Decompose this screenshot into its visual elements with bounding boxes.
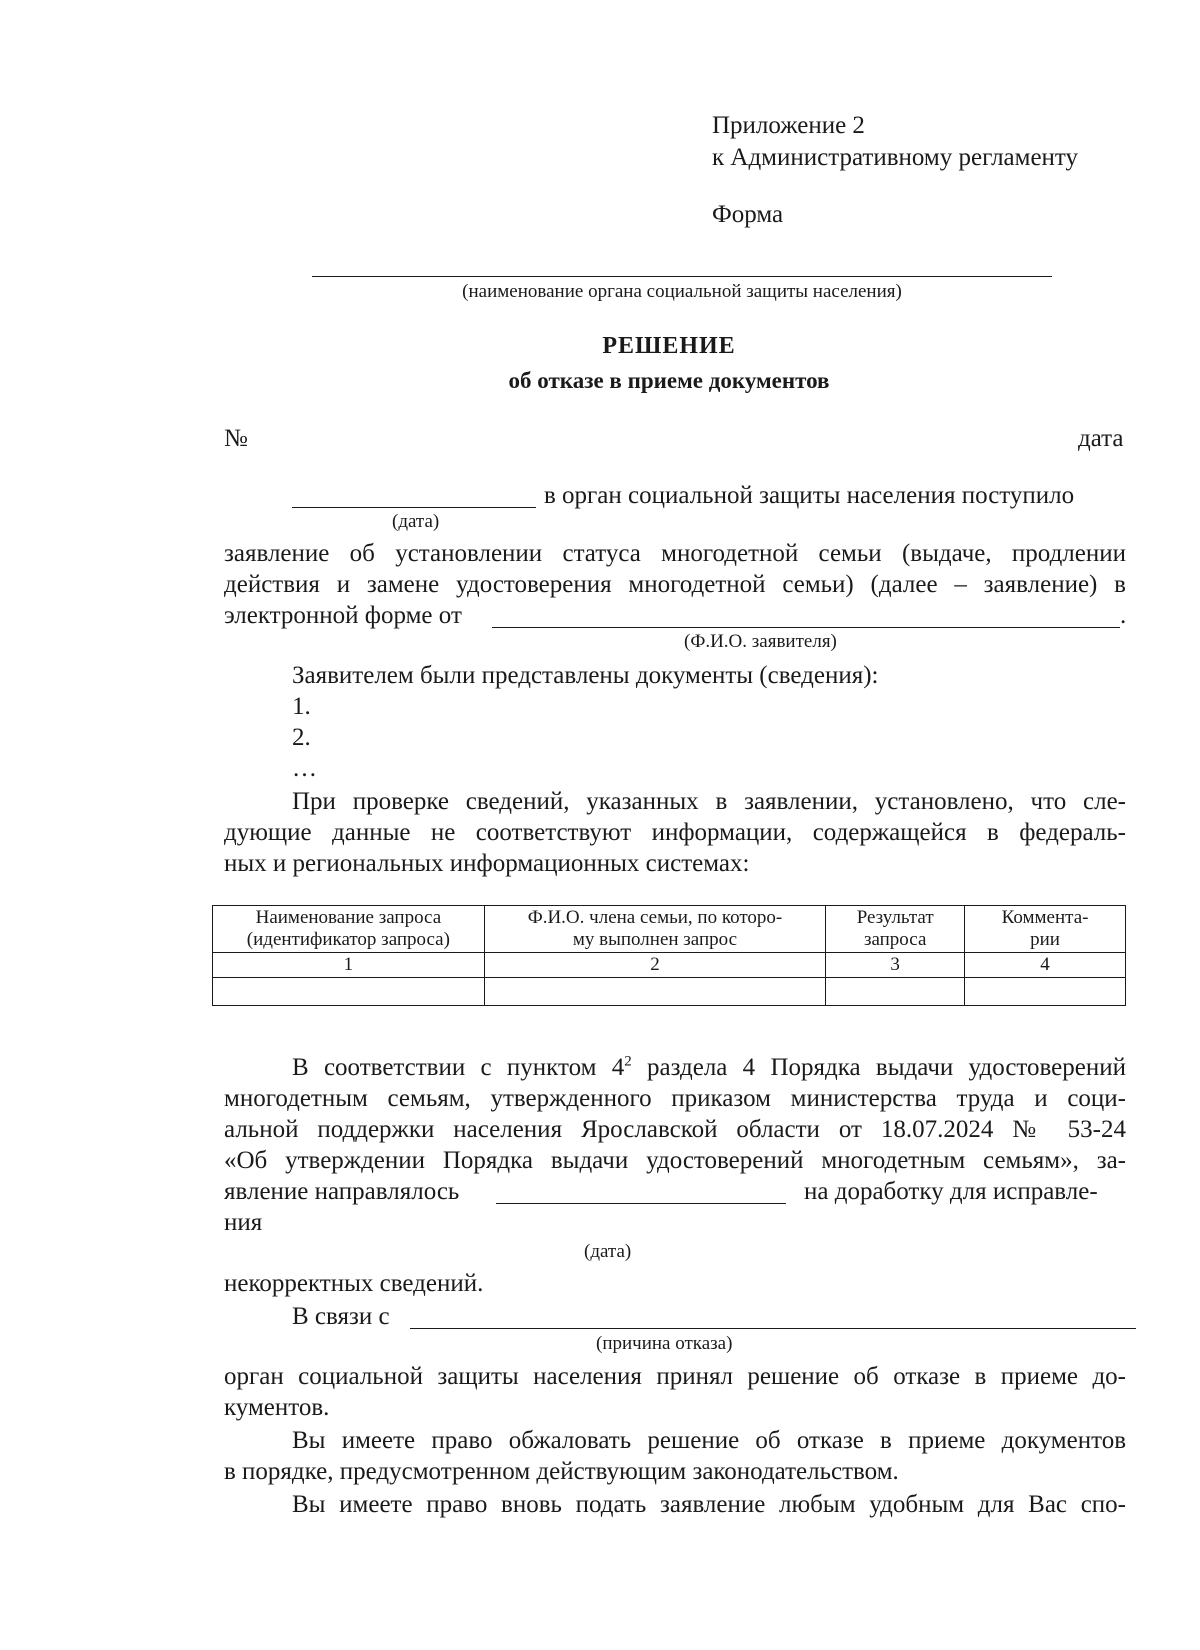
date-label: дата (1078, 425, 1124, 452)
received-line-2: действия и замене удостоверения многодетной семьи) (далее – заявление) в (224, 571, 1126, 598)
table-cell: 2 (484, 953, 826, 978)
table-header-cell: Результат запроса (826, 906, 965, 953)
accordance-line-5-prefix: явление направлялось (224, 1178, 460, 1205)
received-line-1: заявление об установлении статуса многодетной семьи (выдаче, продлении (224, 540, 1126, 567)
documents-item-1: 1. (292, 693, 311, 720)
document-subtitle: об отказе в приеме документов (508, 368, 830, 393)
accordance-superscript: 2 (624, 1053, 632, 1070)
check-line-2: дующие данные не соответствуют информации, содержащейся в федераль- (224, 819, 1126, 846)
table-header-row (213, 906, 1126, 953)
return-date-line (496, 1203, 786, 1204)
table-cell: 4 (965, 953, 1126, 978)
applicant-name-caption: (Ф.И.О. заявителя) (684, 631, 837, 652)
documents-intro: Заявителем были представлены документы (сведения): (292, 662, 879, 689)
reason-prefix: В связи с (292, 1303, 390, 1330)
table-cell[interactable] (484, 978, 826, 1006)
accordance-line-4: «Об утверждении Порядка выдачи удостоверений многодетным семьям», за- (224, 1147, 1126, 1174)
organ-name-caption: (наименование органа социальной защиты населения) (462, 281, 902, 302)
accordance-line-2: многодетным семьям, утвержденного приказом министерства труда и соци- (224, 1085, 1126, 1112)
received-date-caption: (дата) (392, 511, 440, 532)
received-date-line (292, 507, 536, 508)
documents-item-ellipsis: … (292, 755, 317, 782)
number-label: № (224, 425, 248, 452)
organ-name-line (312, 276, 1052, 277)
reason-line-2: кументов. (224, 1394, 330, 1421)
table-header-cell: Коммента- рии (965, 906, 1126, 953)
accordance-line-5-suffix: на доработку для исправле- (804, 1178, 1098, 1205)
reason-caption: (причина отказа) (596, 1333, 733, 1354)
received-line-3-suffix: . (1120, 602, 1127, 629)
table-number-row (213, 953, 1126, 978)
reason-line-1: орган социальной защиты населения принял решение об отказе в приеме до- (224, 1363, 1126, 1390)
accordance-line-7: некорректных сведений. (224, 1270, 484, 1297)
table-cell[interactable] (965, 978, 1126, 1006)
document-title: РЕШЕНИЕ (602, 333, 736, 359)
check-line-3: ных и региональных информационных системах: (224, 850, 750, 877)
table-header-cell: Наименование запроса (идентификатор запроса) (213, 906, 485, 953)
appeal-line-1: Вы имеете право обжаловать решение об отказе в приеме документов (292, 1427, 1126, 1454)
received-text: в орган социальной защиты населения поступило (544, 482, 1075, 509)
table-cell[interactable] (213, 978, 485, 1006)
check-line-1: При проверке сведений, указанных в заявлении, установлено, что сле- (292, 788, 1126, 815)
table-header-cell: Ф.И.О. члена семьи, по которо- му выполнен запрос (484, 906, 826, 953)
table-cell: 3 (826, 953, 965, 978)
table-cell: 1 (213, 953, 485, 978)
reason-line (410, 1328, 1136, 1329)
received-line-3-prefix: электронной форме от (224, 602, 462, 629)
annex-number: Приложение 2 (712, 112, 865, 139)
accordance-line-6: ния (224, 1209, 263, 1236)
table-row (213, 978, 1126, 1006)
documents-item-2: 2. (292, 724, 311, 751)
return-date-caption: (дата) (584, 1241, 632, 1262)
form-label: Форма (712, 201, 784, 228)
table-cell[interactable] (826, 978, 965, 1006)
applicant-name-line (492, 627, 1120, 628)
annex-reference: к Административному регламенту (712, 144, 1079, 171)
accordance-line-1: В соответствии с пунктом $4^2$ раздела 4 Порядка выдачи удостоверений (292, 1053, 1127, 1081)
requests-table (212, 905, 1126, 1006)
resubmit-line-1: Вы имеете право вновь подать заявление любым удобным для Вас спо- (292, 1491, 1126, 1518)
accordance-line-3: альной поддержки населения Ярославской области от 18.07.2024 № 53-24 (224, 1116, 1126, 1143)
appeal-line-2: в порядке, предусмотренном действующим законодательством. (224, 1458, 899, 1485)
